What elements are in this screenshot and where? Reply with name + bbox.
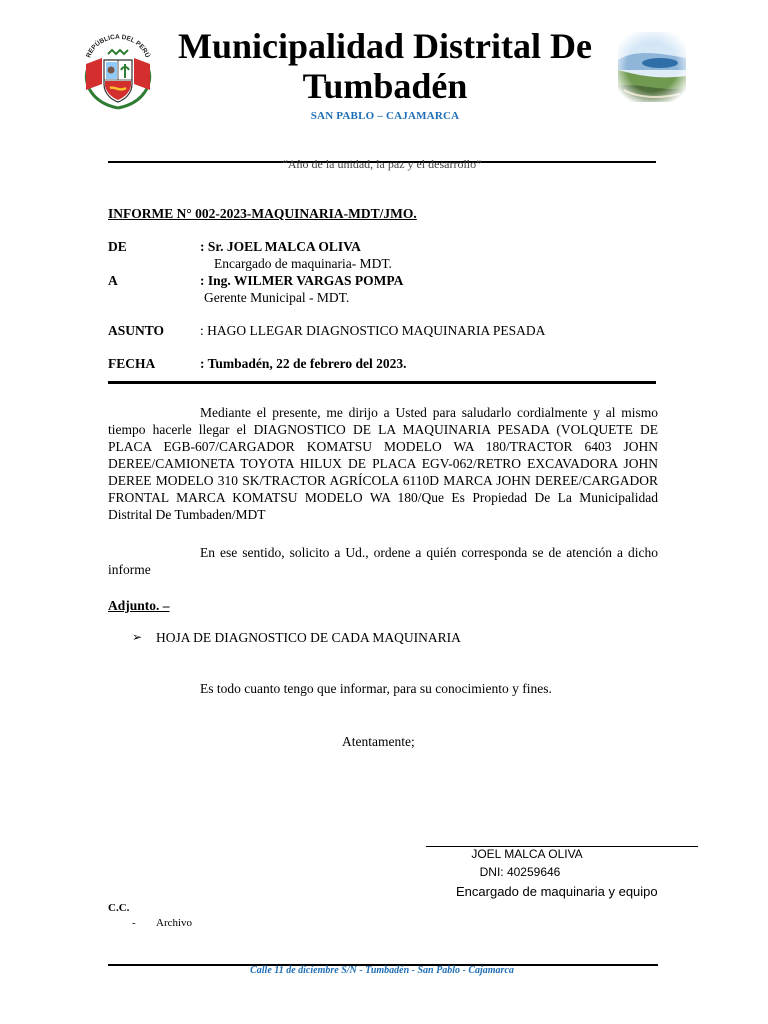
svg-text:REPÚBLICA DEL PERÚ: REPÚBLICA DEL PERÚ (85, 33, 151, 59)
a-value: : Ing. WILMER VARGAS POMPA (200, 273, 404, 288)
body-paragraph-1: Mediante el presente, me dirijo a Usted para saludarlo cordialmente y al mismo tiempo hacerle llegar el DIAGNOSTICO DE LA MAQUINARIA PESADA (VOLQUETE DE PLACA EGB-607/CARGADOR KOMATSU MODELO WA 180/TRACTOR 6403 JOHN DEREE/CAMIONETA TOYOTA HILUX DE PLACA EGV-062/RETRO EXCAVADORA JOHN DEREE MODELO 310 SK/TRACTOR AGRÍCOLA 6110D MARCA JOHN DEREE/CARGADOR FRONTAL MARCA KOMATSU MODELO WA 180/Que Es Propiedad De La Municipalidad Distrital De Tumbaden/MDT (108, 405, 658, 522)
adjunto-item: HOJA DE DIAGNOSTICO DE CADA MAQUINARIA (156, 630, 461, 645)
title-line-2: Tumbadén (302, 66, 468, 106)
fecha-label: FECHA (108, 356, 156, 371)
cc-item: Archivo (156, 917, 193, 929)
asunto-value: : HAGO LLEGAR DIAGNOSTICO MAQUINARIA PESADA (200, 323, 546, 338)
year-motto: “Año de la unidad, la paz y el desarrollo” (282, 157, 482, 171)
asunto-label: ASUNTO (108, 323, 165, 338)
signature-name: JOEL MALCA OLIVA (471, 847, 583, 861)
a-role: Gerente Municipal - MDT. (204, 290, 350, 305)
body-paragraph-2: En ese sentido, solicito a Ud., ordene a quién corresponda se de atención a dicho informe (108, 545, 658, 577)
closing-line: Es todo cuanto tengo que informar, para su conocimiento y fines. (200, 681, 552, 696)
de-role: Encargado de maquinaria- MDT. (214, 256, 392, 271)
fecha-value: : Tumbadén, 22 de febrero del 2023. (200, 356, 407, 371)
footer-address: Calle 11 de diciembre S/N - Tumbadén - San Pablo - Cajamarca (250, 965, 514, 976)
subtitle-location: SAN PABLO – CAJAMARCA (310, 110, 460, 122)
de-label: DE (108, 239, 127, 254)
cc-dash: - (132, 917, 136, 929)
de-value: : Sr. JOEL MALCA OLIVA (200, 239, 361, 254)
salutation: Atentamente; (342, 734, 415, 749)
adjunto-label: Adjunto. – (108, 598, 170, 613)
title-line-1: Municipalidad Distrital De (177, 26, 593, 66)
memo-divider (108, 381, 656, 384)
a-label: A (108, 273, 118, 288)
bullet-arrow-icon: ➢ (132, 630, 143, 644)
cc-label: C.C. (108, 902, 130, 914)
informe-number: INFORME N° 002-2023-MAQUINARIA-MDT/JMO. (108, 206, 417, 221)
signature-dni: DNI: 40259646 (479, 865, 561, 879)
signature-role: Encargado de maquinaria y equipo (456, 884, 658, 899)
municipality-title (140, 26, 630, 106)
